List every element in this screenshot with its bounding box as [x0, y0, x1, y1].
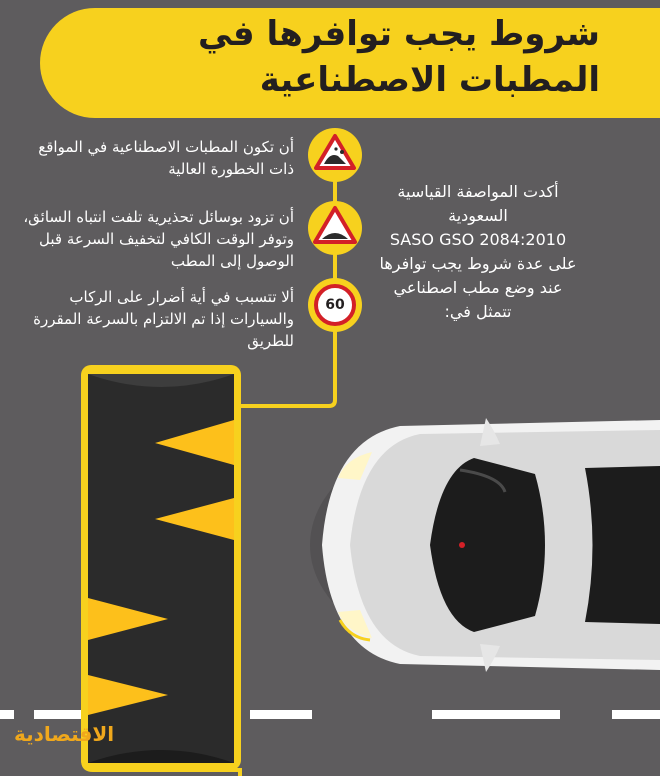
- condition-item-2: أن تزود بوسائل تحذيرية تلفت انتباه السائق، وتوفر الوقت الكافي لتخفيف السرعة قبل الوصول إلى المطب: [23, 208, 294, 270]
- condition-item-3: ألا تتسبب في أية أضرار على الركاب والسيارات إذا تم الالتزام بالسرعة المقررة للطريق: [33, 288, 294, 350]
- publisher-logo: الاقتصادية: [14, 722, 115, 746]
- standard-code: SASO GSO 2084:2010: [389, 230, 567, 249]
- condition-item-1: أن تكون المطبات الاصطناعية في المواقع ذات الخطورة العالية: [38, 138, 294, 178]
- falling-rocks-warning-icon: [308, 128, 362, 182]
- intro-line: على عدة شروط يجب توافرها: [379, 254, 577, 273]
- intro-line: عند وضع مطب اصطناعي: [393, 278, 563, 297]
- page-title-line1: شروط يجب توافرها في: [198, 14, 600, 54]
- speed-bump-warning-icon: [308, 201, 362, 255]
- speed-limit-value: 60: [325, 297, 345, 313]
- intro-line: أكدت المواصفة القياسية: [397, 182, 559, 201]
- intro-paragraph: [368, 180, 588, 324]
- intro-line: تتمثل في:: [444, 302, 512, 321]
- car-illustration: [310, 418, 660, 672]
- page-title-line2: المطبات الاصطناعية: [259, 60, 600, 100]
- intro-line: السعودية: [448, 206, 508, 225]
- speed-bump: [81, 365, 241, 770]
